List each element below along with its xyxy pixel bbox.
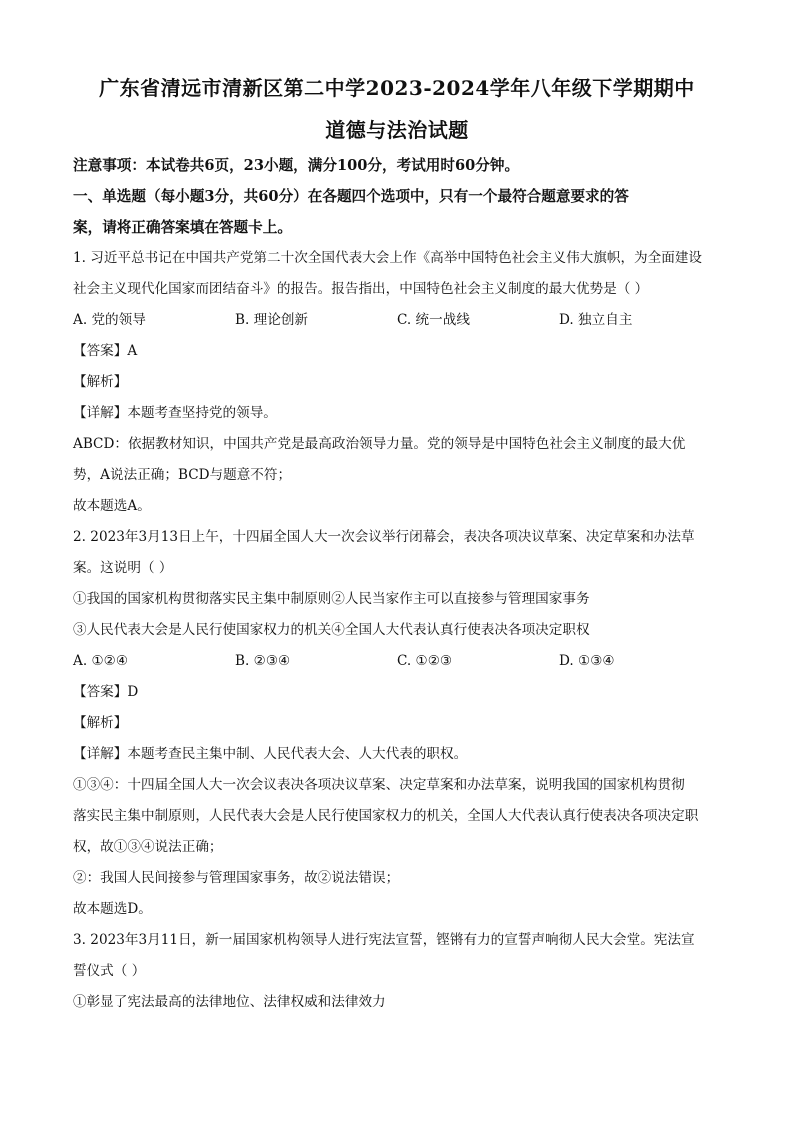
q2-stem-line2: 案。这说明（ ） <box>73 560 173 576</box>
document-content <box>73 150 721 1018</box>
q2-conclusion: 故本题选D。 <box>73 901 152 917</box>
q1-explain-line1: ABCD：依据教材知识，中国共产党是最高政治领导力量。党的领导是中国特色社会主义制度的最大优 <box>73 436 686 452</box>
q1-conclusion: 故本题选A。 <box>73 498 151 514</box>
q1-option-b: B. 理论创新 <box>235 312 309 328</box>
q2-item2: ③人民代表大会是人民行使国家权力的机关④全国人大代表认真行使表决各项决定职权 <box>73 622 590 638</box>
section-heading-line2: 案，请将正确答案填在答题卡上。 <box>73 219 292 236</box>
q2-item1: ①我国的国家机构贯彻落实民主集中制原则②人民当家作主可以直接参与管理国家事务 <box>73 591 590 607</box>
section-heading-line1: 一、单选题（每小题3分，共60分）在各题四个选项中，只有一个最符合题意要求的答 <box>73 188 629 205</box>
q1-explain-line2: 势，A说法正确；BCD与题意不符； <box>73 467 292 483</box>
q2-explain-line1: ①③④：十四届全国人大一次会议表决各项决议草案、决定草案和办法草案，说明我国的国家机构贯彻 <box>73 777 685 793</box>
q1-option-c: C. 统一战线 <box>397 312 470 328</box>
document-title-line2: 道德与法治试题 <box>325 118 469 142</box>
q3-item1: ①彰显了宪法最高的法律地位、法律权威和法律效力 <box>73 994 386 1010</box>
q2-analysis-label: 【解析】 <box>73 715 128 731</box>
q3-stem-line2: 誓仪式（ ） <box>73 963 146 979</box>
q2-option-a: A. ①②④ <box>73 653 129 669</box>
q1-option-a: A. 党的领导 <box>73 312 146 328</box>
q1-answer: 【答案】A <box>73 343 138 359</box>
q2-explain-line2: 落实民主集中制原则，人民代表大会是人民行使国家权力的机关，全国人大代表认真行使表决各项决定职 <box>73 808 699 824</box>
notice: 注意事项：本试卷共6页，23小题，满分100分，考试用时60分钟。 <box>73 157 520 174</box>
q1-options <box>73 305 721 336</box>
q2-explain-line3: 权，故①③④说法正确； <box>73 839 223 855</box>
q2-option-c: C. ①②③ <box>397 653 453 669</box>
q1-stem-line2: 社会主义现代化国家而团结奋斗》的报告。报告指出，中国特色社会主义制度的最大优势是（ ） <box>73 281 649 297</box>
q1-analysis-label: 【解析】 <box>73 374 128 390</box>
q2-option-d: D. ①③④ <box>559 653 615 669</box>
q2-option-b: B. ②③④ <box>235 653 291 669</box>
document-title-line1: 广东省清远市清新区第二中学2023-2024学年八年级下学期期中 <box>99 76 695 100</box>
q2-stem-line1: 2. 2023年3月13日上午，十四届全国人大一次会议举行闭幕会，表决各项决议草案、决定草案和办法草 <box>73 529 695 545</box>
q2-options <box>73 646 721 677</box>
q1-stem-line1: 1. 习近平总书记在中国共产党第二十次全国代表大会上作《高举中国特色社会主义伟大旗帜，为全面建设 <box>73 250 703 266</box>
q3-stem-line1: 3. 2023年3月11日，新一届国家机构领导人进行宪法宣誓，铿锵有力的宣誓声响彻人民大会堂。宪法宣 <box>73 932 695 948</box>
q1-option-d: D. 独立自主 <box>559 312 633 328</box>
q2-answer: 【答案】D <box>73 684 139 700</box>
q1-detail: 【详解】本题考查坚持党的领导。 <box>73 405 277 421</box>
q2-explain-line4: ②：我国人民间接参与管理国家事务，故②说法错误； <box>73 870 400 886</box>
q2-detail: 【详解】本题考查民主集中制、人民代表大会、人大代表的职权。 <box>73 746 468 762</box>
